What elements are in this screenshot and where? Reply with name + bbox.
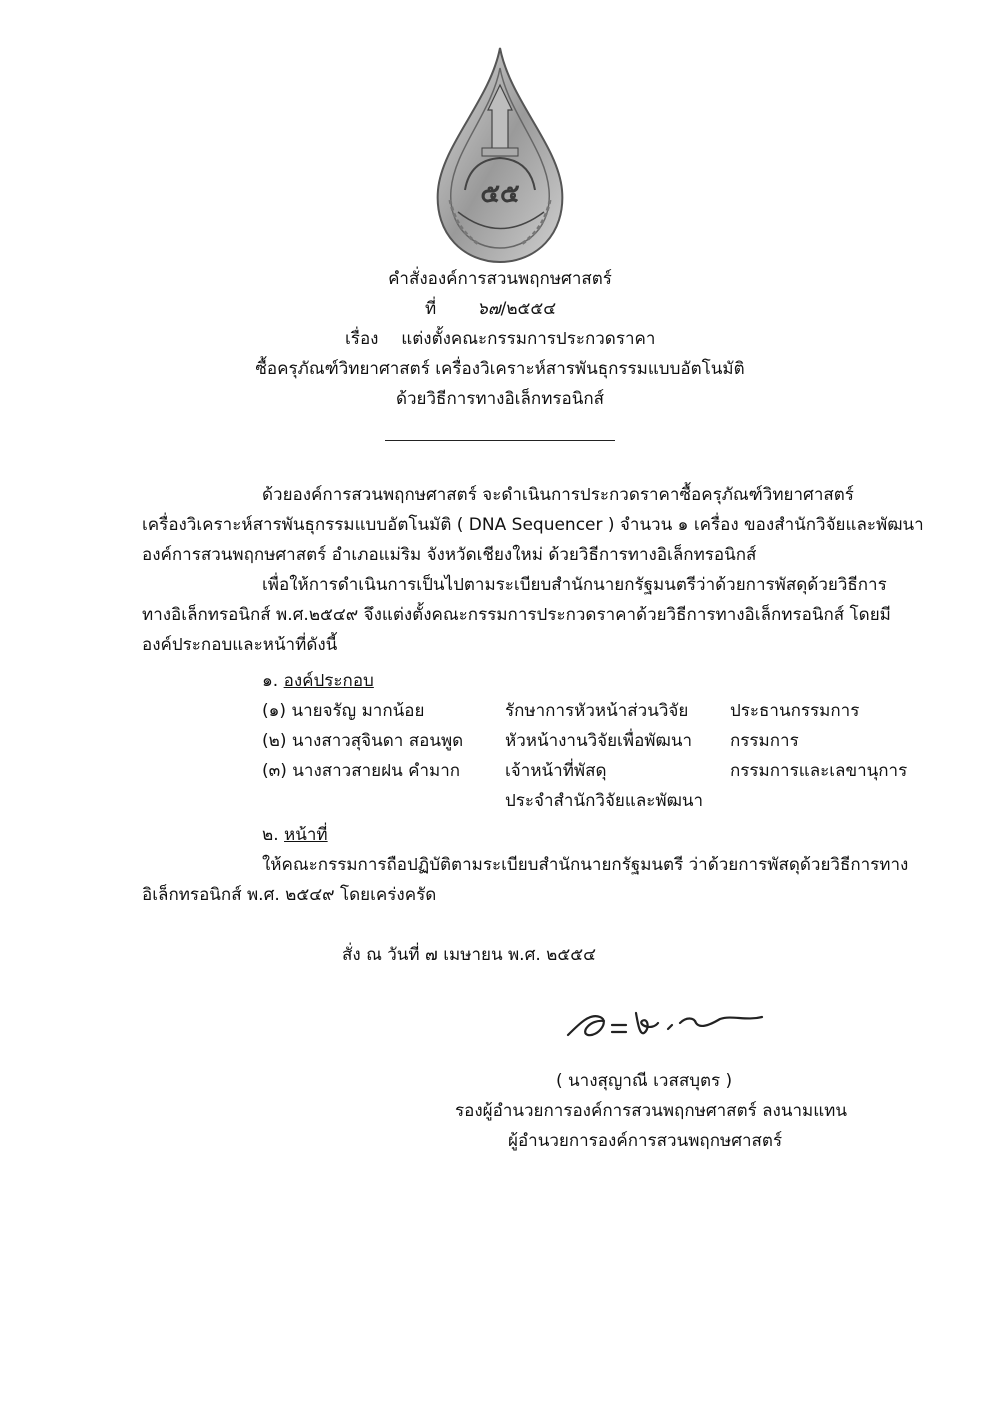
subject-line-1 bbox=[345, 328, 655, 350]
section2-number: ๒. bbox=[262, 825, 279, 845]
member-2-role: กรรมการ bbox=[730, 731, 799, 751]
member-3-name: (๓) นางสาวสายฝน คำมาก bbox=[262, 761, 461, 781]
section2-title: หน้าที่ bbox=[284, 825, 328, 845]
signer-name: ( นางสุญาณี เวสสบุตร ) bbox=[556, 1071, 733, 1091]
member-3-position-line2: ประจำสำนักวิจัยและพัฒนา bbox=[505, 791, 704, 811]
member-2-name: (๒) นางสาวสุจินดา สอนพูด bbox=[262, 731, 464, 751]
section2-line1: ให้คณะกรรมการถือปฏิบัติตามระเบียบสำนักนายกรัฐมนตรี ว่าด้วยการพัสดุด้วยวิธีการทาง bbox=[262, 855, 909, 875]
member-1-position: รักษาการหัวหน้าส่วนวิจัย bbox=[505, 701, 689, 721]
para1-line1: ด้วยองค์การสวนพฤกษศาสตร์ จะดำเนินการประกวดราคาซื้อครุภัณฑ์วิทยาศาสตร์ bbox=[262, 485, 854, 505]
signer-title-2: ผู้อำนวยการองค์การสวนพฤกษศาสตร์ bbox=[508, 1131, 783, 1151]
order-number-suffix: /๒๕๕๔ bbox=[500, 299, 557, 319]
member-3-position: เจ้าหน้าที่พัสดุ bbox=[505, 761, 607, 781]
handwritten-signature-icon bbox=[560, 995, 770, 1055]
para2-line3: องค์ประกอบและหน้าที่ดังนี้ bbox=[142, 635, 338, 655]
para2-line2: ทางอิเล็กทรอนิกส์ พ.ศ.๒๕๔๙ จึงแต่งตั้งคณะกรรมการประกวดราคาด้วยวิธีการทางอิเล็กทรอนิกส์ โดยมี bbox=[142, 605, 891, 625]
organization-emblem-icon bbox=[420, 40, 580, 270]
member-1-name: (๑) นายจรัญ มากน้อย bbox=[262, 701, 425, 721]
order-date: สั่ง ณ วันที่ ๗ เมษายน พ.ศ. ๒๕๕๔ bbox=[342, 945, 596, 965]
header-divider bbox=[385, 440, 615, 441]
order-title: คำสั่งองค์การสวนพฤกษศาสตร์ bbox=[388, 269, 612, 289]
order-number bbox=[425, 298, 556, 320]
para1-line2: เครื่องวิเคราะห์สารพันธุกรรมแบบอัตโนมัติ ( DNA Sequencer ) จำนวน ๑ เครื่อง ของสำนักวิจัยและพัฒนา bbox=[142, 515, 924, 535]
signer-title-1: รองผู้อำนวยการองค์การสวนพฤกษศาสตร์ ลงนามแทน bbox=[455, 1101, 848, 1121]
member-1-role: ประธานกรรมการ bbox=[730, 701, 860, 721]
svg-text:๕๕: ๕๕ bbox=[480, 179, 520, 209]
order-number-handwritten: ๖๗ bbox=[477, 299, 501, 319]
para1-line3: องค์การสวนพฤกษศาสตร์ อำเภอแม่ริม จังหวัดเชียงใหม่ ด้วยวิธีการทางอิเล็กทรอนิกส์ bbox=[142, 545, 757, 565]
section1-title: องค์ประกอบ bbox=[283, 671, 374, 691]
subject-text-1: แต่งตั้งคณะกรรมการประกวดราคา bbox=[401, 329, 656, 349]
section1-heading bbox=[262, 670, 374, 692]
member-2-position: หัวหน้างานวิจัยเพื่อพัฒนา bbox=[505, 731, 693, 751]
subject-line-2: ซื้อครุภัณฑ์วิทยาศาสตร์ เครื่องวิเคราะห์สารพันธุกรรมแบบอัตโนมัติ bbox=[255, 359, 745, 379]
section2-line2: อิเล็กทรอนิกส์ พ.ศ. ๒๕๔๙ โดยเคร่งครัด bbox=[142, 885, 437, 905]
order-number-prefix: ที่ bbox=[425, 299, 437, 319]
para2-line1: เพื่อให้การดำเนินการเป็นไปตามระเบียบสำนักนายกรัฐมนตรีว่าด้วยการพัสดุด้วยวิธีการ bbox=[262, 575, 887, 595]
section2-heading bbox=[262, 824, 328, 846]
section1-number: ๑. bbox=[262, 671, 279, 691]
member-3-role: กรรมการและเลขานุการ bbox=[730, 761, 908, 781]
subject-label: เรื่อง bbox=[345, 329, 379, 349]
subject-line-3: ด้วยวิธีการทางอิเล็กทรอนิกส์ bbox=[395, 389, 605, 409]
